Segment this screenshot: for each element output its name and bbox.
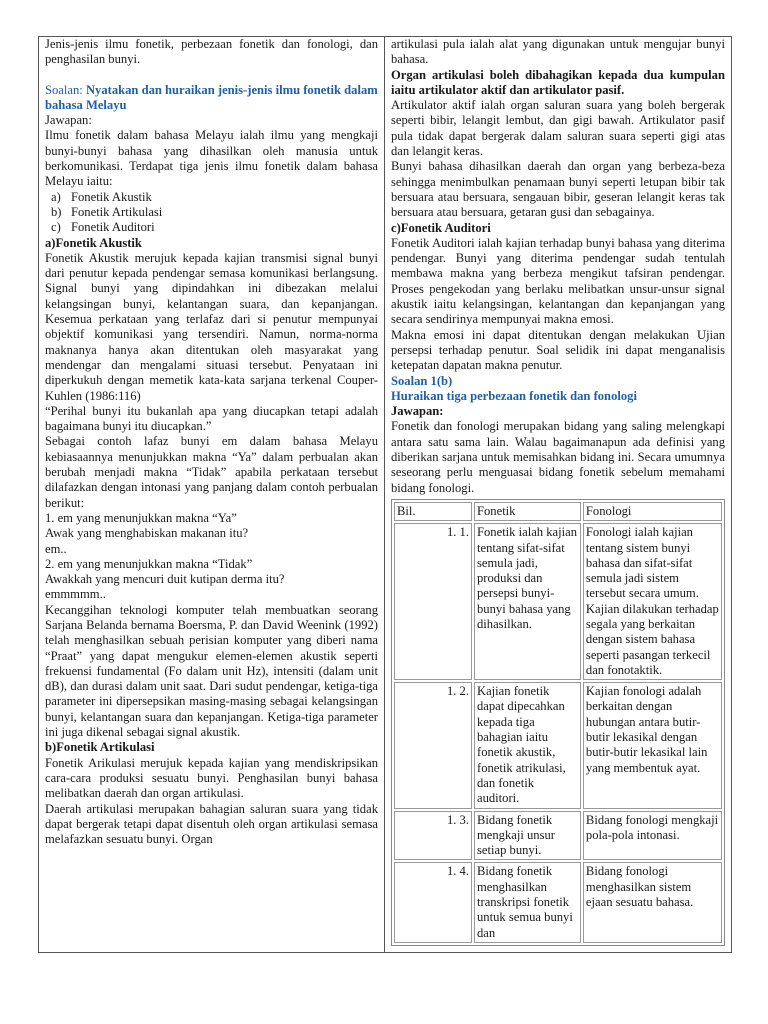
section-heading-artikulasi: b)Fonetik Artikulasi [45,740,155,755]
paragraph: Artikulator aktif ialah organ saluran suara yang boleh bergerak seperti bibir, lelangit lembut, dan gigi bawah. Artikulator pasif pula tidak dapat bergerak dalam saluran suara seperti gigi atas dan lelangit keras. [391,98,725,159]
soalan-line [45,83,378,114]
paragraph: Bunyi bahasa dihasilkan daerah dan organ yang berbeza-beza sehingga menimbulkan penamaan bunyi seperti letupan bibir tak bersuara atau bersuara, sengauan bibir, geseran lelangit keras tak bersuara atau bersuara, getaran gusi dan sebagainya. [391,159,725,220]
bold-paragraph: Organ artikulasi boleh dibahagikan kepada dua kumpulan iaitu artikulator aktif dan artikulator pasif. [391,67,725,97]
paragraph: Ilmu fonetik dalam bahasa Melayu ialah ilmu yang mengkaji bunyi-bunyi bahasa yang dihasilkan oleh manusia untuk berkomunikasi. Terdapat tiga jenis ilmu fonetik dalam bahasa Melayu iaitu: [45,128,378,189]
paragraph: Fonetik Akustik merujuk kepada kajian transmisi signal bunyi dari penutur kepada pendengar semasa komunikasi berlangsung. Signal bunyi yang dipindahkan ini dibezakan melalui kelangsingan bunyi, kelantangan suara, dan kepanjangan. Kesemua perkataan yang terlafaz dari si penutur mempunyai objektif komunikasi yang tersendiri. Namun, norma-norma maknanya hanya akan ditentukan oleh masyarakat yang mendengar dan mengalami situasi tersebut. Penyataan ini diperkukuh dengan memetik kata-kata sarjana terkenal Couper-Kuhlen (1986:116) [45,250,378,403]
table-cell-number: 1. 3. [394,811,472,861]
table-header-cell: Fonetik [474,502,581,521]
example-line: emmmmm.. [45,587,106,602]
comparison-table [391,499,725,946]
table-cell-fonetik: Bidang fonetik mengkaji unsur setiap bunyi. [474,811,581,861]
table-row [394,682,722,808]
table-header-cell: Bil. [394,502,472,521]
table-cell-fonetik: Fonetik ialah kajian tentang sifat-sifat semula jadi, produksi dan persepsi bunyi-bunyi bahasa yang dihasilkan. [474,523,581,680]
document-page [38,36,732,953]
table-cell-fonetik: Kajian fonetik dapat dipecahkan kepada tiga bahagian iaitu fonetik akustik, fonetik atrikulasi, dan fonetik auditori. [474,682,581,808]
right-column [385,37,731,952]
paragraph: Fonetik Arikulasi merujuk kepada kajian yang mendiskripsikan cara-cara produksi sesuatu bunyi. Penghasilan bunyi bahasa melibatkan daerah dan organ artikulasi. [45,755,378,801]
paragraph: Daerah artikulasi merupakan bahagian saluran suara yang tidak dapat bergerak tetapi dapat disentuh oleh organ artikulasi semasa melafazkan sesuatu bunyi. Organ [45,801,378,847]
table-cell-fonologi: Kajian fonologi adalah berkaitan dengan hubungan antara butir-butir lekasikal dengan butir-butir lekasikal lain yang membentuk ayat. [583,682,722,808]
jawapan-label: Jawapan: [391,404,444,419]
table-header-row [394,502,722,521]
paragraph: Kecanggihan teknologi komputer telah membuatkan seorang Sarjana Belanda bernama Boersma, P. dan David Weenink (1992) telah menghasilkan sebuah perisian komputer yang diberi nama “Praat” yang dapat mengukur elemen-elemen akustik seperti frekuensi fundamental (Fo dalam unit Hz), intensiti (dalam unit dB), dan durasi dalam unit saat. Dari sudut pendengar, ketiga-tiga parameter ini dipersepsikan masing-masing sebagai kelangsingan bunyi, kelantangan suara dan kepanjangan. Ketiga-tiga parameter ini juga dikenal sebagai signal akustik. [45,602,378,740]
soalan-prefix: Soalan: [45,82,86,97]
table-row [394,862,722,942]
table-cell-number: 1. 1. [394,523,472,680]
list-item: b) Fonetik Artikulasi [51,204,163,219]
intro-text: Jenis-jenis ilmu fonetik, perbezaan fonetik dan fonologi, dan penghasilan bunyi. [45,37,378,67]
section-heading-akustik: a)Fonetik Akustik [45,235,142,250]
list-item: a) Fonetik Akustik [51,189,152,204]
table-cell-fonologi: Bidang fonologi mengkaji pola-pola intonasi. [583,811,722,861]
example-line: 1. em yang menunjukkan makna “Ya” [45,510,237,525]
quote: “Perihal bunyi itu bukanlah apa yang diucapkan tetapi adalah bagaimana bunyi itu diucapkan.” [45,403,378,434]
soalan-question: Nyatakan dan huraikan jenis-jenis ilmu fonetik dalam bahasa Melayu [45,82,378,112]
example-line: Awak yang menghabiskan makanan itu? [45,526,249,541]
example-line: em.. [45,541,67,556]
table-cell-number: 1. 4. [394,862,472,942]
table-cell-number: 1. 2. [394,682,472,808]
section-heading-auditori: c)Fonetik Auditori [391,220,491,235]
paragraph: artikulasi pula ialah alat yang digunakan untuk mengujar bunyi bahasa. [391,37,725,67]
table-cell-fonologi: Fonologi ialah kajian tentang sistem bunyi bahasa dan sifat-sifat semula jadi sistem tersebut secara umum. Kajian dilakukan terhadap segala yang berkaitan dengan sistem bahasa seperti pasangan terkecil dan fonotaktik. [583,523,722,680]
types-list [45,190,378,236]
paragraph: Sebagai contoh lafaz bunyi em dalam bahasa Melayu kebiasaannya menunjukkan makna “Ya” dalam perbualan akan berubah menjadi makna “Tidak” apabila perkataan tersebut dilafazkan dengan intonasi yang panjang dalam contoh perbualan berikut: [45,434,378,510]
paragraph: Makna emosi ini dapat ditentukan dengan melakukan Ujian persepsi terhadap penutur. Soal selidik ini dapat menganalisis ketepatan dapatan makna penutur. [391,327,725,373]
paragraph: Fonetik dan fonologi merupakan bidang yang saling melengkapi antara satu sama lain. Walau bagaimanapun ada definisi yang diberikan sarjana untuk memisahkan bidang ini. Secara umumnya seseorang perlu menguasai bidang fonetik sebelum memahami bidang fonologi. [391,419,725,495]
table-cell-fonetik: Bidang fonetik menghasilkan transkripsi fonetik untuk semua bunyi dan [474,862,581,942]
table-row [394,523,722,680]
table-row [394,811,722,861]
example-line: 2. em yang menunjukkan makna “Tidak” [45,556,253,571]
left-column [39,37,385,952]
table-cell-fonologi: Bidang fonologi menghasilkan sistem ejaan sesuatu bahasa. [583,862,722,942]
example-line: Awakkah yang mencuri duit kutipan derma itu? [45,572,285,587]
soalan-1b-question: Huraikan tiga perbezaan fonetik dan fonologi [391,388,637,403]
jawapan-label: Jawapan: [45,113,92,128]
paragraph: Fonetik Auditori ialah kajian terhadap bunyi bahasa yang diterima pendengar. Bunyi yang diterima pendengar sudah tentulah membawa makna yang berbeza mengikut tafsiran pendengar. Proses pengekodan yang berlaku melibatkan unsur-unsur signal akustik iaitu kelangsingan, kelantangan dan kepanjangan yang secara sendirinya mempunyai makna emosi. [391,235,725,327]
soalan-1b-label: Soalan 1(b) [391,373,453,388]
table-header-cell: Fonologi [583,502,722,521]
list-item: c) Fonetik Auditori [51,220,155,235]
